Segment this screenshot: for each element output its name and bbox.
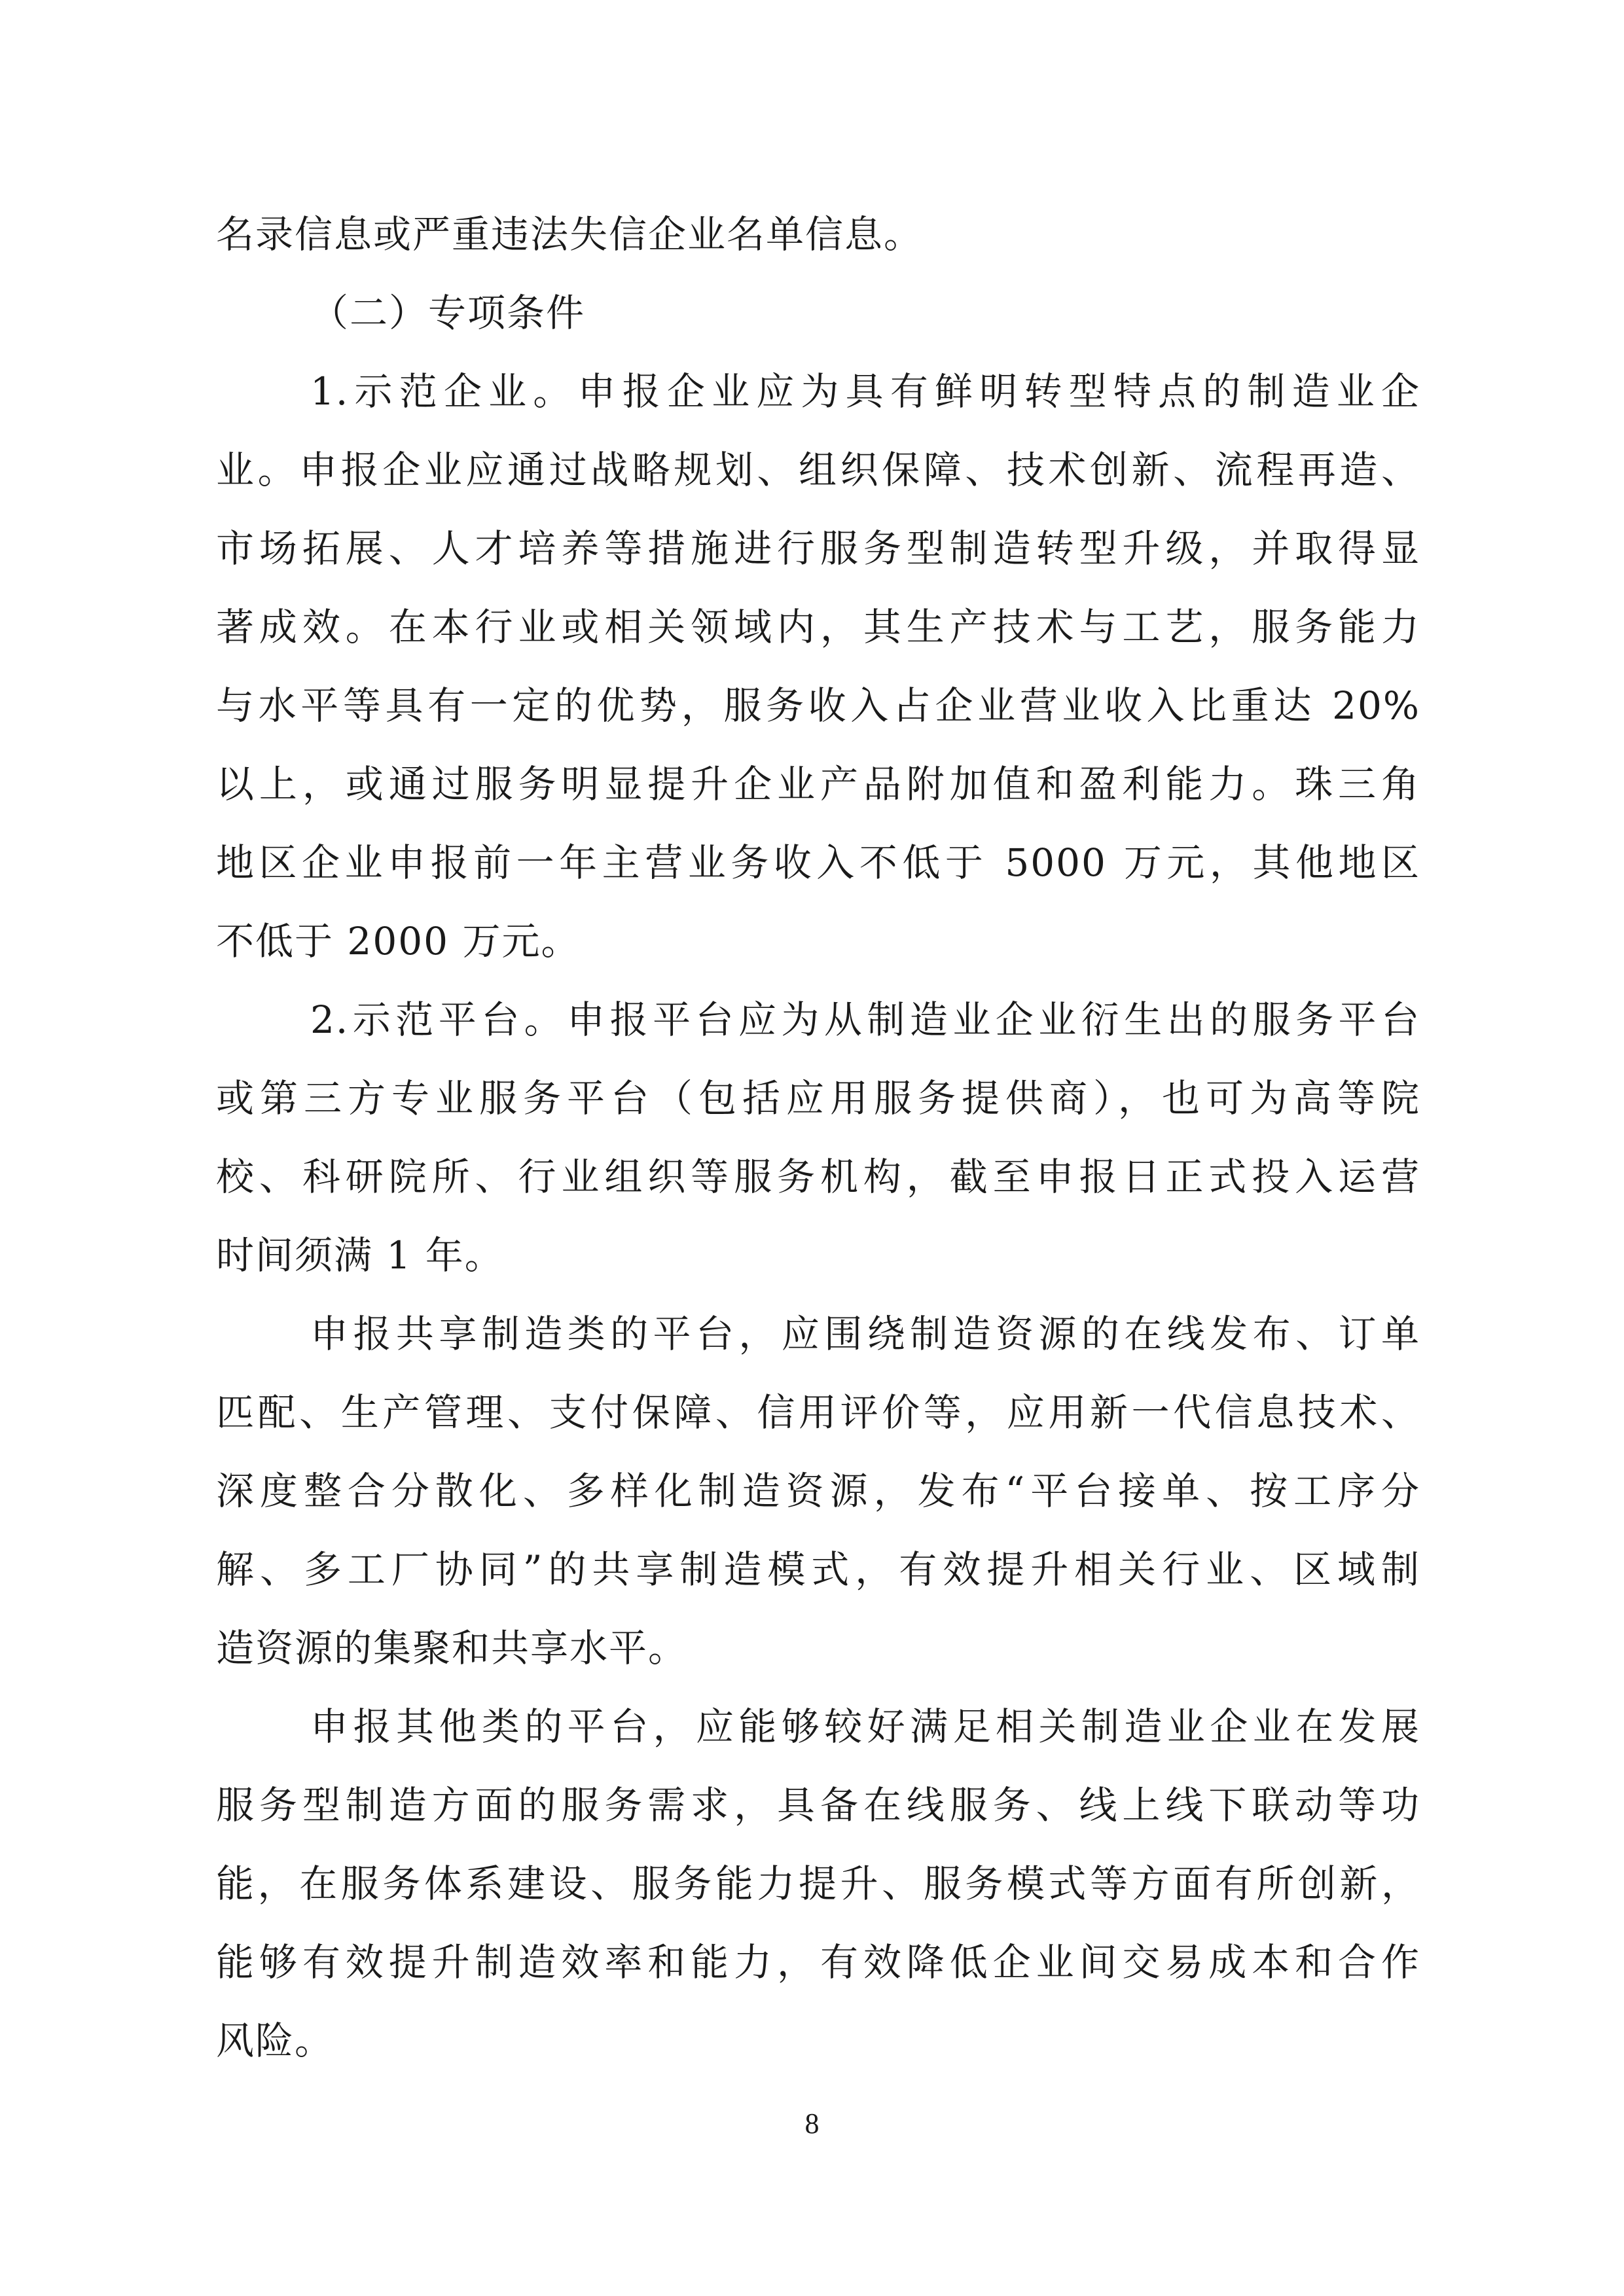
section-heading: （二）专项条件 xyxy=(310,291,586,335)
text-line-3: 1.示范企业。申报企业应为具有鲜明转型特点的制造业企 xyxy=(310,369,1420,414)
text-line-8: 以上，或通过服务明显提升企业产品附加值和盈利能力。珠三角 xyxy=(216,762,1420,806)
text-line-18: 解、多工厂协同”的共享制造模式，有效提升相关行业、区域制 xyxy=(216,1547,1420,1592)
text-line-1: 名录信息或严重违法失信企业名单信息。 xyxy=(216,212,924,257)
text-line-7: 与水平等具有一定的优势，服务收入占企业营业收入比重达 20% xyxy=(216,683,1420,728)
text-line-22: 能，在服务体系建设、服务能力提升、服务模式等方面有所创新， xyxy=(216,1861,1420,1906)
page-number: 8 xyxy=(804,2108,820,2140)
text-line-21: 服务型制造方面的服务需求，具备在线服务、线上线下联动等功 xyxy=(216,1783,1420,1827)
text-line-16: 匹配、生产管理、支付保障、信用评价等，应用新一代信息技术、 xyxy=(216,1390,1420,1435)
text-line-10: 不低于 2000 万元。 xyxy=(216,919,581,963)
text-line-6: 著成效。在本行业或相关领域内，其生产技术与工艺，服务能力 xyxy=(216,605,1420,649)
text-line-15: 申报共享制造类的平台，应围绕制造资源的在线发布、订单 xyxy=(310,1312,1420,1356)
text-line-9: 地区企业申报前一年主营业务收入不低于 5000 万元，其他地区 xyxy=(216,840,1420,885)
text-line-14: 时间须满 1 年。 xyxy=(216,1233,504,1278)
text-line-17: 深度整合分散化、多样化制造资源，发布“平台接单、按工序分 xyxy=(216,1469,1420,1513)
text-line-5: 市场拓展、人才培养等措施进行服务型制造转型升级，并取得显 xyxy=(216,526,1420,571)
text-line-24: 风险。 xyxy=(216,2018,334,2063)
text-line-11: 2.示范平台。申报平台应为从制造业企业衍生出的服务平台 xyxy=(310,997,1420,1042)
text-line-19: 造资源的集聚和共享水平。 xyxy=(216,1626,688,1670)
text-line-4: 业。申报企业应通过战略规划、组织保障、技术创新、流程再造、 xyxy=(216,448,1420,492)
text-line-20: 申报其他类的平台，应能够较好满足相关制造业企业在发展 xyxy=(310,1704,1420,1749)
text-line-13: 校、科研院所、行业组织等服务机构，截至申报日正式投入运营 xyxy=(216,1155,1420,1199)
text-line-12: 或第三方专业服务平台（包括应用服务提供商），也可为高等院 xyxy=(216,1076,1420,1121)
text-line-23: 能够有效提升制造效率和能力，有效降低企业间交易成本和合作 xyxy=(216,1940,1420,1984)
